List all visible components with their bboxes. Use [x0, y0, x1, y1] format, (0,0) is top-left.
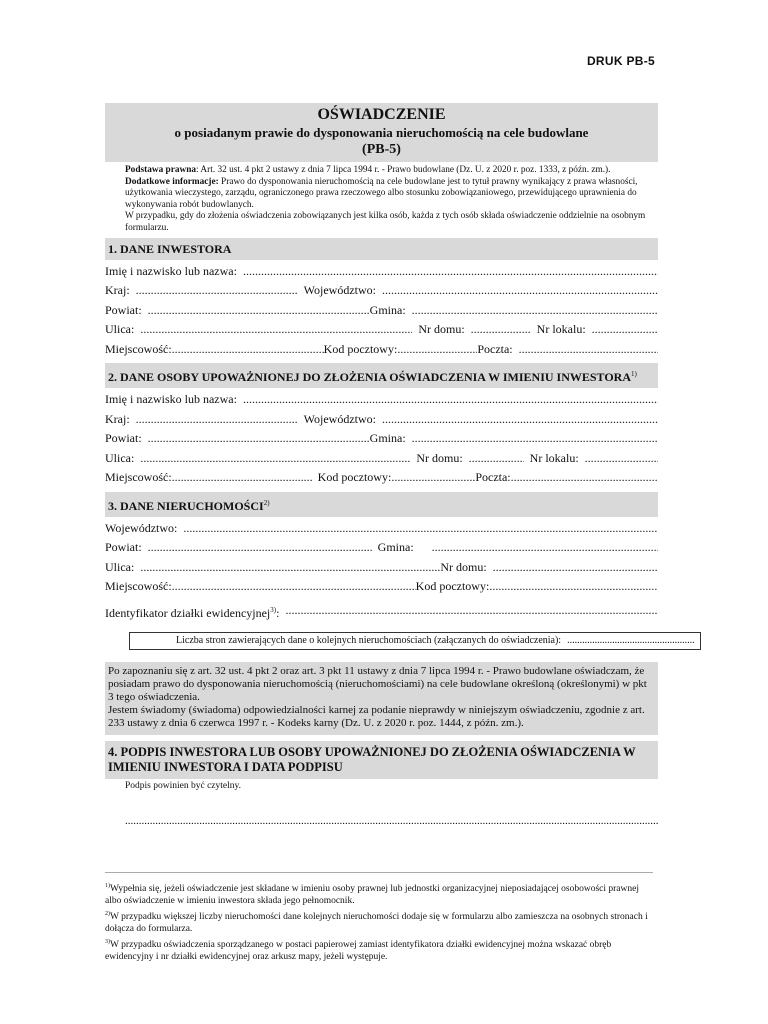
footnote-2-text: W przypadku większej liczby nieruchomości dane kolejnych nieruchomości dodaje się w formularzu albo zamieszcza na osobnych stronach i dołącza do formularza. [105, 911, 648, 935]
authorized-postcode-label: Kod pocztowy: [317, 470, 392, 485]
property-town-label: Miejscowość: [105, 579, 172, 594]
footnote-1-continued [105, 895, 657, 907]
form-title: OŚWIADCZENIE [317, 106, 446, 123]
property-parcel-colon: : [276, 605, 280, 620]
section-authorized-heading [105, 363, 658, 388]
footnote-ref-1: 1) [631, 370, 637, 379]
investor-postcode-field[interactable] [397, 342, 477, 362]
footnote-1-num: 1) [105, 883, 110, 889]
property-voivodeship-field[interactable] [177, 521, 658, 541]
section-investor-heading: 1. DANE INWESTORA [105, 238, 658, 260]
form-code: DRUK PB-5 [586, 54, 655, 68]
investor-voivodeship-field[interactable] [376, 283, 658, 303]
multiple-persons-note: W przypadku, gdy do złożenia oświadczenia zobowiązanych jest kilka osób, każda z tych osób składa oświadczenie oddzielnie na osobnym formularzu. [125, 211, 646, 233]
authorized-county-label: Powiat: [105, 431, 142, 446]
declaration-block [105, 662, 658, 735]
pages-count-box [129, 632, 701, 650]
authorized-flat-label: Nr lokalu: [529, 450, 579, 465]
footnotes [105, 880, 657, 963]
investor-country-field[interactable] [130, 283, 298, 303]
property-town-field[interactable] [172, 579, 416, 599]
property-parcel-field[interactable] [279, 603, 658, 623]
property-voivodeship-label: Województwo: [105, 520, 178, 535]
property-postcode-label: Kod pocztowy: [415, 579, 490, 594]
section-property-heading [105, 492, 658, 517]
declaration-text-1: Po zapoznaniu się z art. 32 ust. 4 pkt 2 oraz art. 3 pkt 11 ustawy z dnia 7 lipca 1994 r. - Prawo budowlane oświadczam, że posiadam prawo do dysponowania nieruchomością (nieruchomościami) na cele budowlane określoną (określonymi) w pkt 3 tego oświadczenia. [108, 665, 647, 704]
investor-country-label: Kraj: [105, 283, 130, 298]
section-investor-fields [105, 260, 658, 364]
authorized-name-field[interactable] [237, 392, 658, 412]
authorized-country-label: Kraj: [105, 411, 130, 426]
pages-count-field[interactable] [561, 635, 694, 647]
property-county-field[interactable] [142, 540, 372, 560]
authorized-post-field[interactable] [511, 470, 658, 490]
property-house-field[interactable] [487, 560, 658, 580]
form-page [105, 103, 658, 829]
form-code-title: (PB-5) [362, 142, 401, 157]
footnote-2 [105, 908, 657, 936]
authorized-voivodeship-label: Województwo: [303, 411, 377, 426]
authorized-house-label: Nr domu: [416, 450, 463, 465]
legal-basis-text: : Art. 32 ust. 4 pkt 2 ustawy z dnia 7 lipca 1994 r. - Prawo budowlane (Dz. U. z 2020 r. poz. 1333, z późn. zm.). [196, 165, 611, 175]
investor-post-field[interactable] [513, 342, 658, 362]
additional-info-text: Prawo do dysponowania nieruchomością na cele budowlane jest to tytuł prawny wynikający z prawa własności, użytkowania wieczystego, zarządu, ograniczonego prawa rzeczowego albo stosunku zobowiązaniowego, przewidującego uprawnienia do wykonywania robót budowlanych. [125, 176, 638, 210]
footnote-divider [105, 872, 653, 873]
investor-town-label: Miejscowość: [105, 341, 172, 356]
investor-house-field[interactable] [465, 322, 531, 342]
investor-house-label: Nr domu: [418, 322, 465, 337]
investor-street-field[interactable] [134, 322, 412, 342]
authorized-post-label: Poczta: [475, 470, 511, 485]
property-parcel-label-text: Identyfikator działki ewidencyjnej [105, 605, 271, 620]
signature-field[interactable] [125, 815, 658, 829]
investor-town-field[interactable] [172, 342, 324, 362]
authorized-town-label: Miejscowość: [105, 470, 172, 485]
investor-street-label: Ulica: [105, 322, 135, 337]
declaration-text-2: Jestem świadomy (świadoma) odpowiedzialności karnej za podanie nieprawdy w niniejszym oświadczeniu, zgodnie z art. 233 ustawy z dnia 6 czerwca 1997 r. - Kodeks karny (Dz. U. z 2020 r. poz. 1444, z późn. zm.). [108, 704, 645, 730]
authorized-postcode-field[interactable] [391, 470, 475, 490]
authorized-commune-label: Gmina: [369, 431, 406, 446]
investor-commune-field[interactable] [406, 303, 658, 323]
investor-name-field[interactable] [237, 264, 658, 284]
property-county-label: Powiat: [105, 540, 142, 555]
property-parcel-label [105, 603, 279, 623]
footnote-1b-text: albo oświadczenie w imieniu inwestora składa jego pełnomocnik. [105, 896, 355, 907]
investor-county-label: Powiat: [105, 302, 142, 317]
investor-flat-field[interactable] [586, 322, 658, 342]
section-property-fields [105, 517, 658, 625]
property-street-label: Ulica: [105, 559, 135, 574]
property-commune-label: Gmina: [377, 540, 414, 555]
footnote-ref-2: 2) [263, 498, 270, 507]
authorized-street-label: Ulica: [105, 450, 135, 465]
section-signature-heading: 4. PODPIS INWESTORA LUB OSOBY UPOWAŻNIONEJ DO ZŁOŻENIA OŚWIADCZENIA W IMIENIU INWESTORA I DATA PODPISU [105, 741, 658, 779]
footnote-3-text: W przypadku oświadczenia sporządzanego w postaci papierowej zamiast identyfikatora działki ewidencyjnej można wskazać obręb ewidencyjny i nr działki ewidencyjnej oraz arkusz mapy, jeżeli występuje. [105, 939, 612, 963]
footnote-1-text: Wypełnia się, jeżeli oświadczenie jest składane w imieniu osoby prawnej lub jednostki organizacyjnej nieposiadającej osobowości prawnej [110, 884, 639, 894]
form-header [105, 103, 658, 162]
investor-flat-label: Nr lokalu: [536, 322, 586, 337]
investor-commune-label: Gmina: [369, 302, 406, 317]
authorized-voivodeship-field[interactable] [376, 412, 658, 432]
footnote-ref-3: 3) [270, 605, 277, 614]
property-commune-field[interactable] [414, 540, 658, 560]
property-postcode-field[interactable] [489, 579, 658, 599]
footnote-1 [105, 880, 657, 895]
signature-dotted-line[interactable] [125, 815, 658, 829]
additional-info-label: Dodatkowe informacje: [125, 176, 219, 187]
investor-name-label: Imię i nazwisko lub nazwa: [105, 263, 237, 278]
investor-postcode-label: Kod pocztowy: [323, 341, 398, 356]
authorized-street-field[interactable] [134, 451, 410, 471]
form-subtitle: o posiadanym prawie do dysponowania nieruchomością na cele budowlane [174, 125, 589, 140]
legal-basis [105, 162, 658, 238]
authorized-name-label: Imię i nazwisko lub nazwa: [105, 392, 237, 407]
signature-note: Podpis powinien być czytelny. [125, 781, 242, 792]
authorized-county-field[interactable] [142, 431, 370, 451]
authorized-town-field[interactable] [172, 470, 312, 490]
section-authorized-heading-text: 2. DANE OSOBY UPOWAŻNIONEJ DO ZŁOŻENIA OŚWIADCZENIA W IMIENIU INWESTORA [108, 370, 631, 385]
property-street-field[interactable] [134, 560, 440, 580]
authorized-house-field[interactable] [463, 451, 524, 471]
investor-post-label: Poczta: [477, 341, 513, 356]
legal-basis-label: Podstawa prawna [125, 165, 197, 175]
section-authorized-fields [105, 388, 658, 492]
pages-count-label: Liczba stron zawierających dane o kolejnych nieruchomościach (załączanych do oświadczenia): [176, 635, 562, 647]
investor-voivodeship-label: Województwo: [303, 283, 377, 298]
authorized-flat-field[interactable] [579, 451, 658, 471]
authorized-country-field[interactable] [130, 412, 298, 432]
investor-county-field[interactable] [142, 303, 370, 323]
footnote-3 [105, 936, 657, 964]
property-house-label: Nr domu: [440, 559, 487, 574]
authorized-commune-field[interactable] [406, 431, 658, 451]
footnote-3-num: 3) [105, 938, 110, 945]
footnote-2-num: 2) [105, 910, 110, 917]
section-property-heading-text: 3. DANE NIERUCHOMOŚCI [108, 498, 264, 513]
